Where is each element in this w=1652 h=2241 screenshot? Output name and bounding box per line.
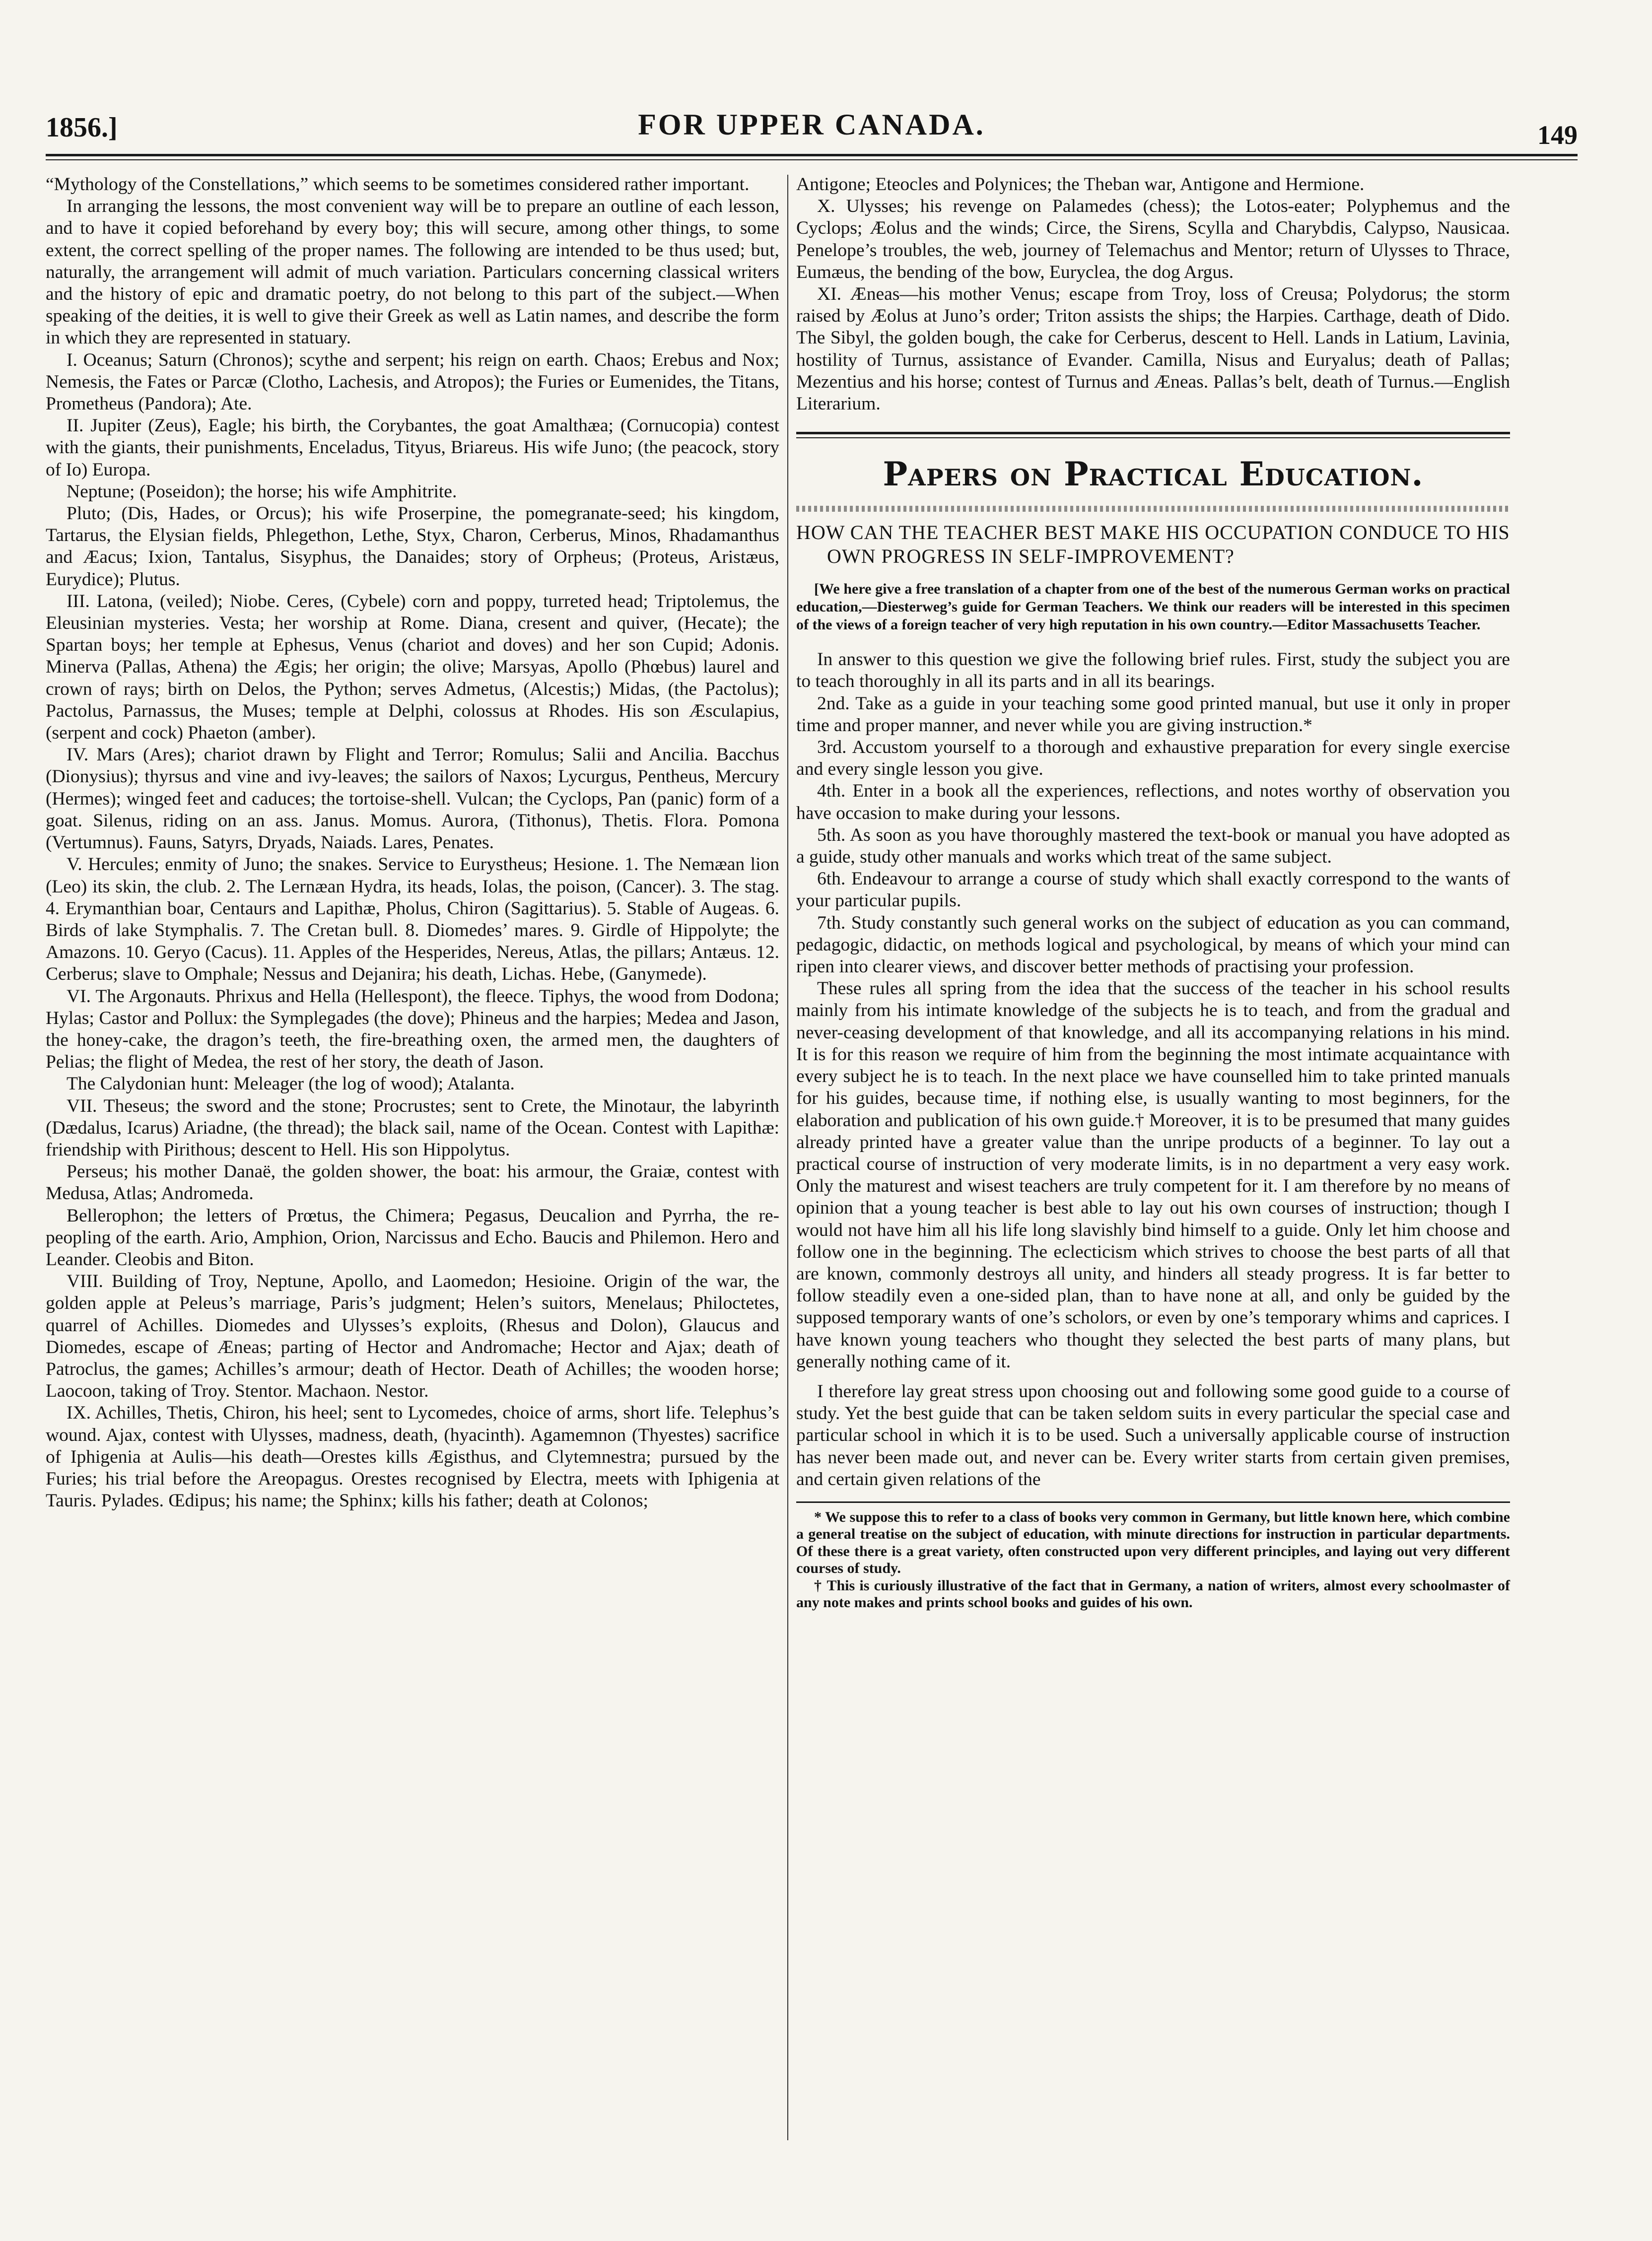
footnote-dagger: † This is curiously illustrative of the fact that in Germany, a nation of writers, almost every schoolmaster of any note makes and prints school books and guides of his own. bbox=[796, 1577, 1510, 1611]
rules-explanation-paragraph: These rules all spring from the idea that the success of the teacher in his school results mainly from his intimate knowledge of the subjects he is to teach, and from the gradual and never-ceasing development of that knowledge, and all its accompanying relations in his mind. It is for this reason we require of him from the beginning the most intimate acquaintance with every subject he is to teach. In the next place we have counselled him to take printed manuals for his guides, because time, if nothing else, is usually wanting to most beginners, for the elaboration and publication of his own guide.† Moreover, it is to be presumed that many guides already printed have a greater value than the unripe products of a beginner. To lay out a practical course of instruction of very moderate limits, is in no department a very easy work. Only the maturest and wisest teachers are truly competent for it. I am therefore by no means of opinion that a young teacher is best able to lay out his own courses of instruction; though I would not have him all his life long slavishly bind himself to a guide. Only let him choose and follow one in the beginning. The eclecticism which strives to choose the best parts of all that are known, commonly destroys all unity, and hinders all steady progress. It is far better to follow steadily even a one-sided plan, than to have none at all, and only be guided by the supposed temporary wants of one’s scholors, or even by one’s temporary whims and caprices. I have known young teachers who thought they selected the best parts of many plans, but generally nothing came of it. bbox=[796, 978, 1510, 1372]
rule-first: In answer to this question we give the following brief rules. First, study the subject you are to teach thoroughly in all its parts and in all its bearings. bbox=[796, 649, 1510, 692]
section-rule bbox=[796, 432, 1510, 438]
lesson-perseus: Perseus; his mother Danaë, the golden shower, the boat: his armour, the Graiæ, contest with Medusa, Atlas; Andromeda. bbox=[46, 1161, 779, 1204]
rule-third: 3rd. Accustom yourself to a thorough and exhaustive preparation for every single exercise and every single lesson you give. bbox=[796, 737, 1510, 780]
rule-seventh: 7th. Study constantly such general works on the subject of education as you can command, pedagogic, didactic, on methods logical and psychological, by means of which your mind can ripen into clearer views, and discover better methods of practising your profession. bbox=[796, 912, 1510, 977]
header-title: FOR UPPER CANADA. bbox=[638, 108, 985, 141]
rule-second: 2nd. Take as a guide in your teaching some good printed manual, but use it only in proper time and proper manner, and never while you are giving instruction.* bbox=[796, 693, 1510, 736]
lesson-troy: VIII. Building of Troy, Neptune, Apollo, and Laomedon; Hesioine. Origin of the war, the golden apple at Peleus’s marriage, Paris’s judgment; Helen’s suitors, Menelaus; Philoctetes, quarrel of Achilles. Diomedes and Ulysses’s exploits, (Rhesus and Dolon), Glaucus and Diomedes, escape of Æneas; parting of Hector and Andromache; Hector and Ajax; death of Patroclus, the games; Achilles’s armour; death of Hector. Death of Achilles; the wooden horse; Laocoon, taking of Troy. Stentor. Machaon. Nestor. bbox=[46, 1271, 779, 1402]
guide-stress-paragraph: I therefore lay great stress upon choosing out and following some good guide to a course of study. Yet the best guide that can be taken seldom suits in every particular the special case and particular school in which it is to be used. Such a universally applicable course of instruction has never been made out, and never can be. Every writer starts from certain given premises, and certain given relations of the bbox=[796, 1381, 1510, 1490]
lesson-theseus: VII. Theseus; the sword and the stone; Procrustes; sent to Crete, the Minotaur, the labyrinth (Dædalus, Icarus) Ariadne, (the thread); the black sail, name of the Ocean. Contest with Lapithæ: friendship with Pirithous; descent to Hell. His son Hippolytus. bbox=[46, 1095, 779, 1160]
section-ornament-rule bbox=[796, 506, 1510, 512]
header-year: 1856.] bbox=[46, 112, 118, 143]
lesson-ulysses: X. Ulysses; his revenge on Palamedes (chess); the Lotos-eater; Polyphemus and the Cyclops; Æolus and the winds; Circe, the Sirens, Scylla and Charybdis, Calypso, Nausicaa. Penelope’s troubles, the web, journey of Telemachus and Mentor; return of Ulysses to Thrace, Eumæus, the bending of the bow, Euryclea, the dog Argus. bbox=[796, 196, 1510, 282]
header-rule bbox=[46, 154, 1578, 160]
rule-fourth: 4th. Enter in a book all the experiences, reflections, and notes worthy of observation you have occasion to make during your lessons. bbox=[796, 781, 1510, 823]
lesson-mars: IV. Mars (Ares); chariot drawn by Flight and Terror; Romulus; Salii and Ancilia. Bacchus (Dionysius); thyrsus and vine and ivy-leaves; the sailors of Naxos; Lycurgus, Pentheus, Mercury (Hermes); winged feet and caduces; the tortoise-shell. Vulcan; the Cyclops, Pan (panic) form of a goat. Silenus, riding on an ass. Janus. Momus. Aurora, (Tithonus), Thetis. Flora. Pomona (Vertumnus). Fauns, Satyrs, Dryads, Naiads. Lares, Penates. bbox=[46, 745, 779, 853]
lesson-neptune: Neptune; (Poseidon); the horse; his wife Amphitrite. bbox=[67, 481, 457, 502]
lesson-bellerophon: Bellerophon; the letters of Prœtus, the Chimera; Pegasus, Deucalion and Pyrrha, the re-peopling of the earth. Ario, Amphion, Orion, Narcissus and Echo. Baucis and Philemon. Hero and Leander. Cleobis and Biton. bbox=[46, 1205, 779, 1270]
section-title: Papers on Practical Education. bbox=[883, 455, 1424, 494]
lesson-pluto: Pluto; (Dis, Hades, or Orcus); his wife Proserpine, the pomegranate-seed; his kingdom, Tartarus, the Elysian fields, Phlegethon, Lethe, Styx, Charon, Cerberus, Minos, Rhadamanthus and Æacus; Ixion, Tantalus, Sisyphus, the Danaides; story of Orpheus; (Proteus, Aristæus, Eurydice); Plutus. bbox=[46, 503, 779, 590]
footnote-rule bbox=[796, 1501, 1510, 1503]
lesson-achilles: IX. Achilles, Thetis, Chiron, his heel; sent to Lycomedes, choice of arms, short life. Telephus’s wound. Ajax, contest with Ulysses, madness, death, (hyacinth). Agamemnon (Thyestes) sacrifice of Iphigenia at Aulis—his death—Orestes kills Ægisthus, and Clytemnestra; pursued by the Furies; his trial before the Areopagus. Orestes recognised by Electra, meets with Iphigenia at Tauris. Pylades. Œdipus; his name; the Sphinx; kills his father; death at Colonos; bbox=[46, 1403, 779, 1511]
rule-sixth: 6th. Endeavour to arrange a course of study which shall exactly correspond to the wants of your particular pupils. bbox=[796, 869, 1510, 911]
left-column bbox=[46, 174, 779, 1512]
editor-note: [We here give a free translation of a chapter from one of the best of the numerous German works on practical education,—Diesterweg’s guide for German Teachers. We think our readers will be interested in this specimen of the views of a foreign teacher of very high reputation in his own country.—Editor Massachusetts Teacher. bbox=[796, 581, 1510, 633]
header-page-number: 149 bbox=[1537, 120, 1578, 150]
article-headline: HOW CAN THE TEACHER BEST MAKE HIS OCCUPATION CONDUCE TO HIS OWN PROGRESS IN SELF-IMPROVEMENT? bbox=[796, 521, 1510, 568]
right-column bbox=[796, 174, 1510, 1611]
lesson-jupiter: II. Jupiter (Zeus), Eagle; his birth, the Corybantes, the goat Amalthæa; (Cornucopia) contest with the giants, their punishments, Enceladus, Tityus, Briareus. His wife Juno; (the peacock, story of Io) Europa. bbox=[46, 415, 779, 480]
column-divider bbox=[787, 175, 788, 2140]
lesson-aeneas: XI. Æneas—his mother Venus; escape from Troy, loss of Creusa; Polydorus; the storm raised by Æolus at Juno’s order; Triton assists the ships; the Harpies. Carthage, death of Dido. The Sibyl, the golden bough, the cake for Cerberus, descent to Hell. Lands in Latium, Lavinia, hostility of Turnus, assistance of Evander. Camilla, Nisus and Euryalus; death of Pallas; Mezentius and his horse; contest of Turnus and Æneas. Pallas’s belt, death of Turnus.—English Literarium. bbox=[796, 284, 1510, 414]
rule-fifth: 5th. As soon as you have thoroughly mastered the text-book or manual you have adopted as a guide, study other manuals and works which treat of the same subject. bbox=[796, 824, 1510, 868]
footnote-asterisk: * We suppose this to refer to a class of books very common in Germany, but little known here, which combine a general treatise on the subject of education, with minute directions for instruction in particular departments. Of these there is a great variety, often constructed upon very different principles, and laying out very different courses of study. bbox=[796, 1508, 1510, 1577]
mythology-intro-paragraph: “Mythology of the Constellations,” which seems to be sometimes considered rather important. bbox=[46, 174, 750, 195]
article-body bbox=[796, 649, 1510, 1491]
lesson-antigone-continued: Antigone; Eteocles and Polynices; the Theban war, Antigone and Hermione. bbox=[796, 174, 1365, 195]
arrangement-paragraph: In arranging the lessons, the most convenient way will be to prepare an outline of each lesson, and to have it copied beforehand by every boy; this will secure, among other things, to some extent, the correct spelling of the proper names. The following are intended to be thus used; but, naturally, the arrangement will admit of much variation. Particulars concerning classical writers and the history of epic and dramatic poetry, do not belong to this part of the subject.—When speaking of the deities, it is well to give their Greek as well as Latin names, and describe the form in which they are represented in statuary. bbox=[46, 196, 779, 348]
lesson-calydonian-hunt: The Calydonian hunt: Meleager (the log of wood); Atalanta. bbox=[67, 1074, 515, 1094]
lesson-hercules: V. Hercules; enmity of Juno; the snakes. Service to Eurystheus; Hesione. 1. The Nemæan lion (Leo) its skin, the club. 2. The Lernæan Hydra, its heads, Iolas, the poison, (Cancer). 3. The stag. 4. Erymanthian boar, Centaurs and Lapithæ, Pholus, Chiron (Sagittarius). 5. Stable of Augeas. 6. Birds of lake Stymphalis. 7. The Cretan bull. 8. Diomedes’ mares. 9. Girdle of Hippolyte; the Amazons. 10. Geryo (Cacus). 11. Apples of the Hesperides, Nereus, Atlas, the pillars; Antæus. 12. Cerberus; slave to Omphale; Nessus and Dejanira; his death, Lichas. Hebe, (Ganymede). bbox=[46, 854, 779, 985]
lesson-latona: III. Latona, (veiled); Niobe. Ceres, (Cybele) corn and poppy, turreted head; Triptolemus, the Eleusinian mysteries. Vesta; her worship at Rome. Diana, cresent and quiver, (Hecate); the Spartan boys; her temple at Ephesus, Venus (chariot and doves) and her son Cupid; Adonis. Minerva (Pallas, Athena) the Ægis; her origin; the olive; Marsyas, Apollo (Phœbus) laurel and crown of rays; birth on Delos, the Python; serves Admetus, (Alcestis;) Midas, (the Pactolus); Pactolus, Parnassus, the Muses; temple at Delphi, colossus at Rhodes. His son Æsculapius, (serpent and cock) Phaeton (amber). bbox=[46, 591, 779, 744]
page-header bbox=[46, 102, 1578, 150]
lesson-oceanus: I. Oceanus; Saturn (Chronos); scythe and serpent; his reign on earth. Chaos; Erebus and Nox; Nemesis, the Fates or Parcæ (Clotho, Lachesis, and Atropos); the Furies or Eumenides, the Titans, Prometheus (Pandora); Ate. bbox=[46, 349, 779, 414]
lesson-argonauts: VI. The Argonauts. Phrixus and Hella (Hellespont), the fleece. Tiphys, the wood from Dodona; Hylas; Castor and Pollux: the Symplegades (the dove); Phineus and the harpies; Medea and Jason, the honey-cake, the dragon’s teeth, the fire-breathing oxen, the armed men, the daughters of Pelias; the flight of Medea, the rest of her story, the death of Jason. bbox=[46, 986, 779, 1073]
